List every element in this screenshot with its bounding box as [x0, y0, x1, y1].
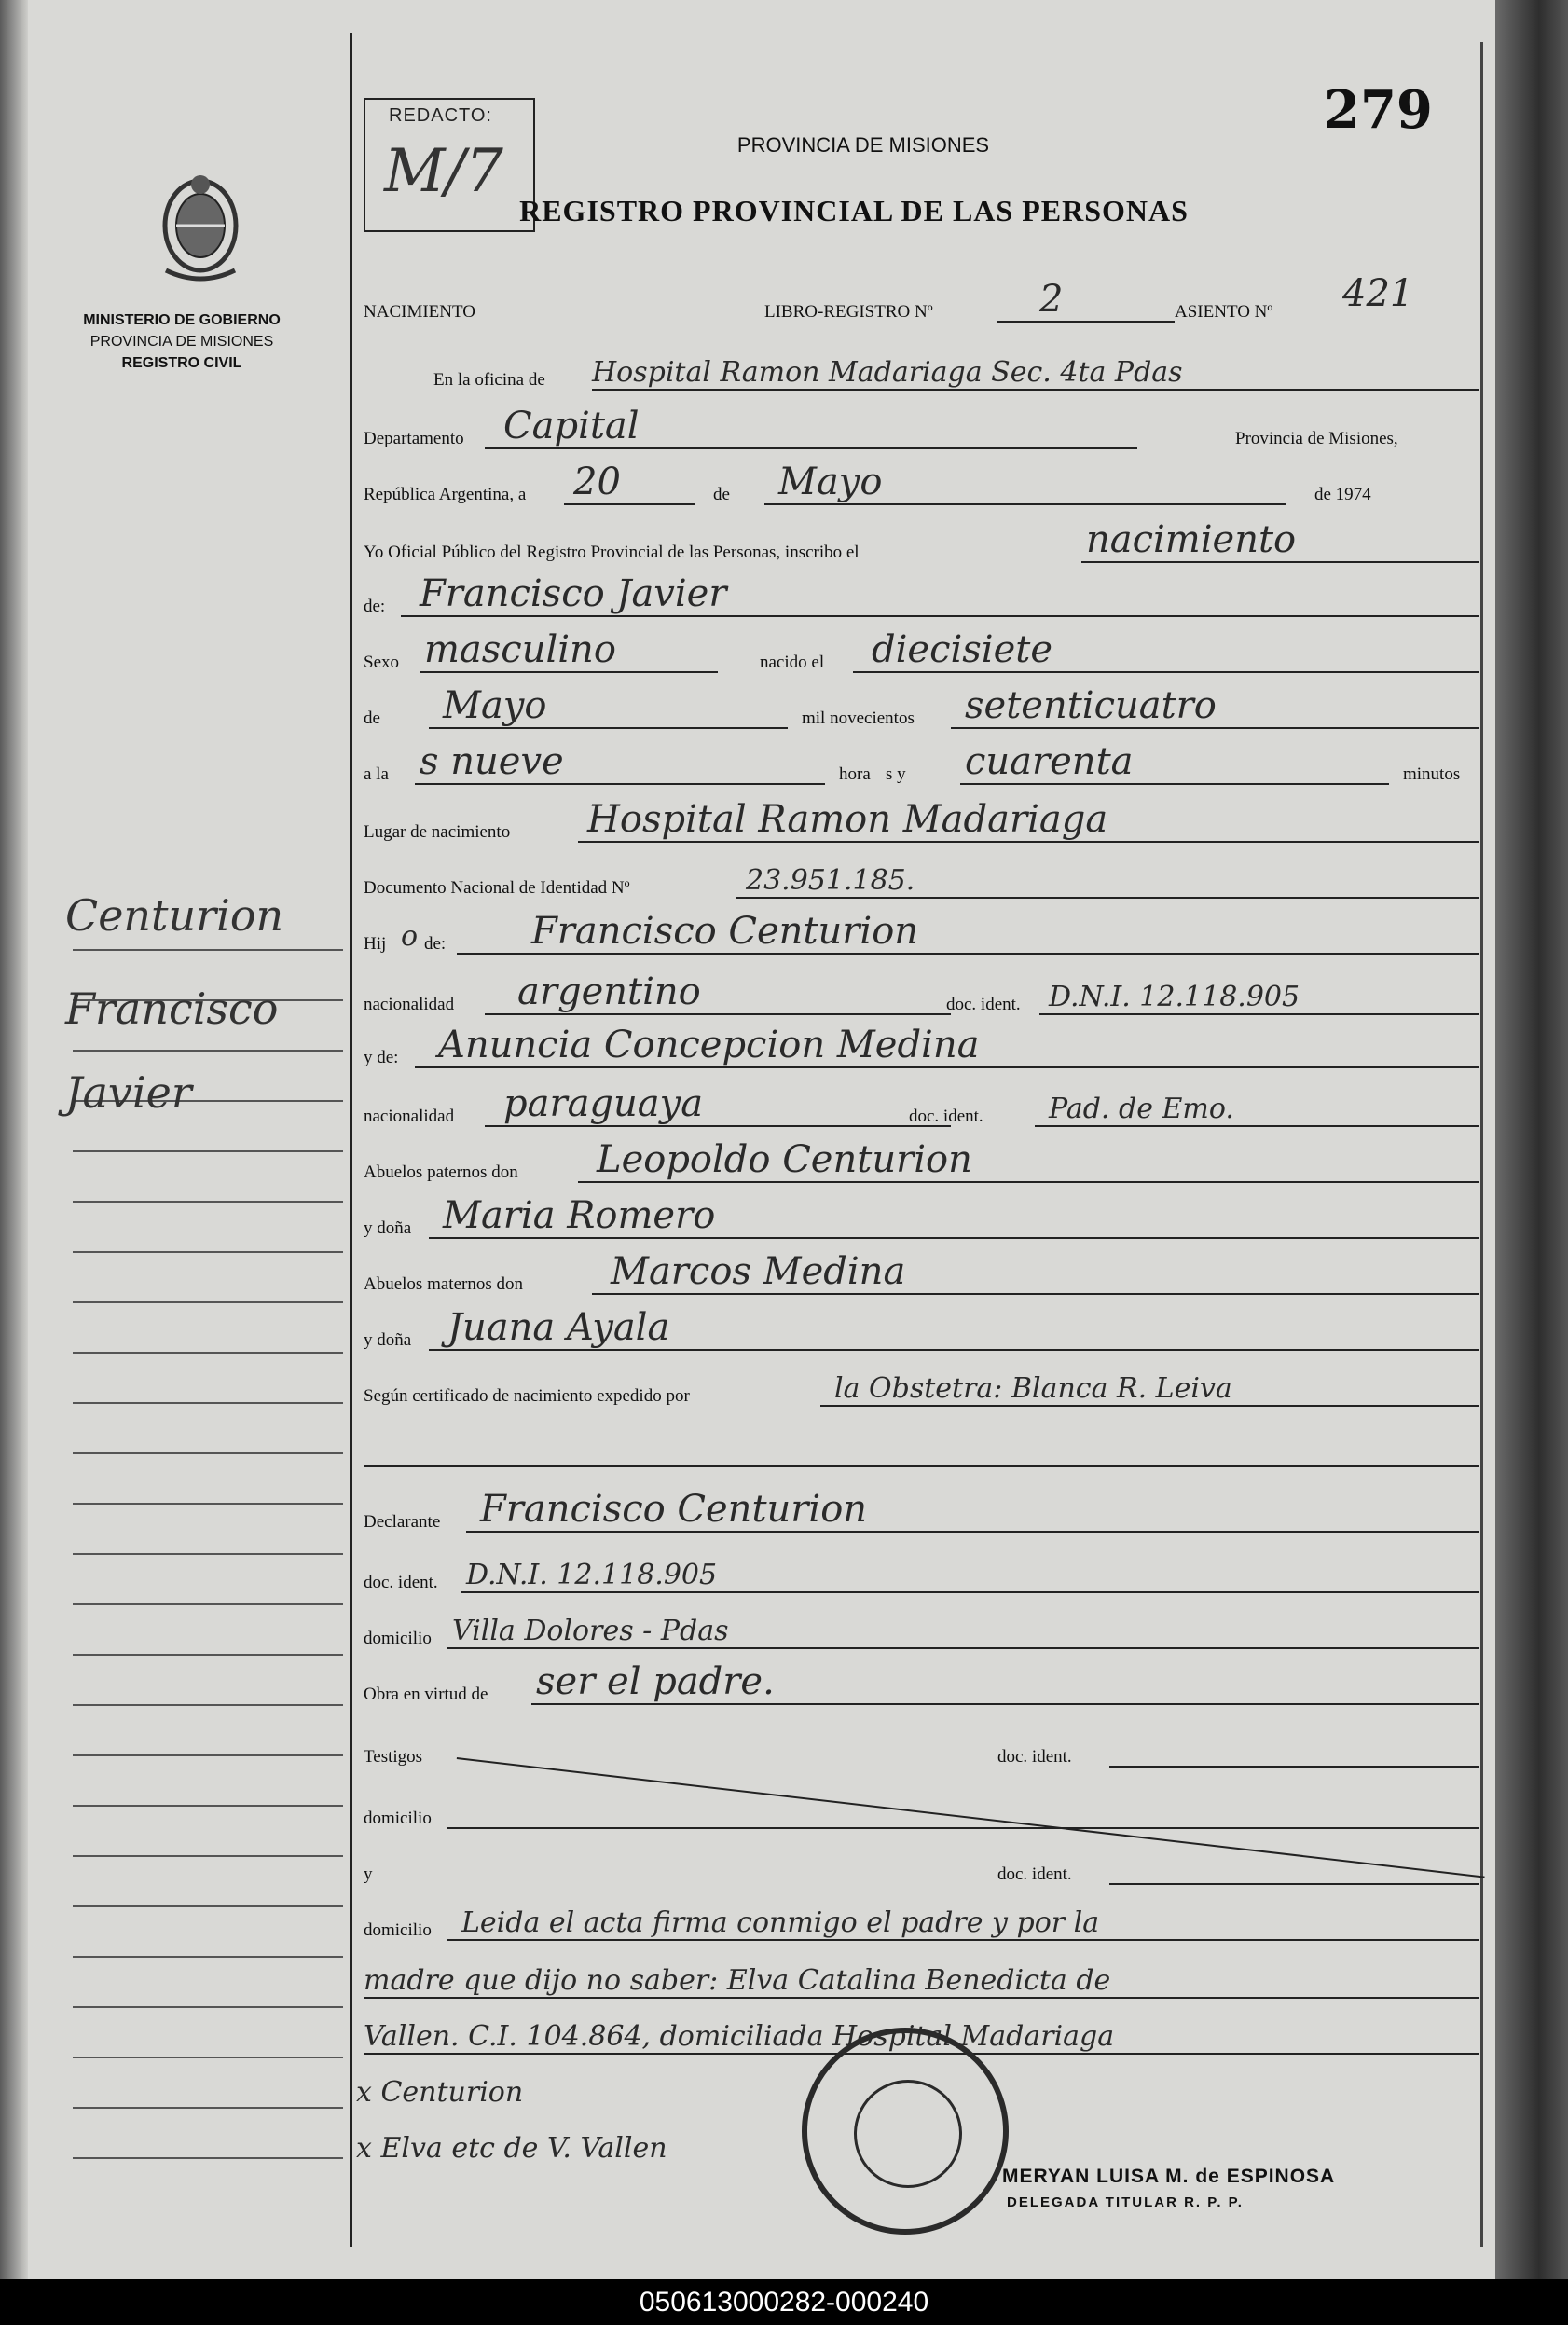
declarante-label: Declarante: [364, 1512, 441, 1532]
margin-rule: [73, 1956, 343, 1958]
province-line: PROVINCIA DE MISIONES: [89, 334, 274, 350]
margin-rule: [73, 1452, 343, 1454]
padre-value: Francisco Centurion: [531, 910, 919, 953]
margin-rule: [73, 949, 343, 951]
margin-rule: [73, 1654, 343, 1656]
row-abuelos-maternos: [364, 1250, 1479, 1300]
docid2-value: Pad. de Emo.: [1049, 1093, 1234, 1125]
margin-rule: [73, 1201, 343, 1203]
hijo-de-label: de:: [424, 934, 447, 954]
row-nota2: [364, 1964, 1479, 2004]
dona1-value: Maria Romero: [443, 1194, 716, 1237]
oficina-label: En la oficina de: [433, 370, 545, 390]
anio2-value: setenticuatro: [965, 684, 1217, 727]
row-mes-anio: [364, 684, 1479, 735]
ala-value: s nueve: [420, 740, 564, 783]
dni-value: 23.951.185.: [746, 864, 915, 897]
nota-line2: madre que dijo no saber: Elva Catalina Benedicta de: [364, 1964, 1111, 1997]
cert-value: la Obstetra: Blanca R. Leiva: [834, 1372, 1232, 1405]
margin-rule: [73, 2107, 343, 2109]
redacto-handwriting: M/7: [384, 137, 503, 206]
province-heading: PROVINCIA DE MISIONES: [736, 133, 990, 157]
domicilio-label: domicilio: [364, 1629, 432, 1648]
row-blank: [364, 1436, 1479, 1473]
oficina-value: Hospital Ramon Madariaga Sec. 4ta Pdas: [592, 356, 1183, 389]
firma-padre: x Centurion: [356, 2076, 524, 2109]
margin-rule: [73, 1855, 343, 1857]
departamento-value: Capital: [503, 405, 640, 447]
nombre-value: Francisco Javier: [420, 572, 727, 615]
row-declarante: [364, 1488, 1479, 1538]
abp-value: Leopoldo Centurion: [597, 1138, 972, 1181]
hijo-label: Hij: [364, 934, 387, 954]
lugar-label: Lugar de nacimiento: [364, 822, 511, 842]
signatory-role: DELEGADA TITULAR R. P. P.: [1007, 2194, 1244, 2210]
y2-label: y: [364, 1864, 373, 1884]
dona2-value: Juana Ayala: [447, 1306, 670, 1349]
asiento-label: ASIENTO Nº: [1175, 302, 1273, 322]
margin-rule: [73, 1704, 343, 1706]
de-nombre-label: de:: [364, 597, 386, 616]
row-fecha: [364, 461, 1479, 511]
signatory-name: MERYAN LUISA M. de ESPINOSA: [1002, 2166, 1336, 2187]
nota-line1: Leida el acta firma conmigo el padre y por la: [461, 1906, 1100, 1939]
declarante-value: Francisco Centurion: [480, 1488, 868, 1531]
cert-label: Según certificado de nacimiento expedido por: [364, 1386, 690, 1406]
docid2-label: doc. ident.: [909, 1107, 983, 1126]
mes2-value: Mayo: [443, 684, 547, 727]
asiento-value: 421: [1342, 272, 1414, 315]
margin-surname: Centurion: [65, 890, 284, 941]
oficial-value: nacimiento: [1086, 518, 1297, 561]
row-domicilio2: [364, 1797, 1479, 1835]
abp-label: Abuelos paternos don: [364, 1162, 518, 1182]
domicilio-value: Villa Dolores - Pdas: [452, 1615, 729, 1647]
margin-rule: [73, 1402, 343, 1404]
row-lugar: [364, 798, 1479, 848]
mil-label: mil novecientos: [802, 709, 915, 728]
margin-rule: [73, 1754, 343, 1756]
margin-rule: [73, 1905, 343, 1907]
domicilio2-label: domicilio: [364, 1809, 432, 1828]
nac2-label: nacionalidad: [364, 1107, 455, 1126]
docid1-value: D.N.I. 12.118.905: [1049, 981, 1300, 1013]
margin-rule: [73, 2006, 343, 2008]
row-abuelos-paternos: [364, 1138, 1479, 1189]
row-certificado: [364, 1372, 1479, 1412]
dni-label: Documento Nacional de Identidad Nº: [364, 878, 630, 898]
row-domicilio: [364, 1617, 1479, 1655]
margin-divider: [350, 33, 352, 2247]
row-nac-padre: [364, 970, 1479, 1021]
docid3-value: D.N.I. 12.118.905: [466, 1559, 718, 1591]
margin-rule: [73, 1805, 343, 1807]
row-departamento: [364, 405, 1479, 455]
dona2-label: y doña: [364, 1330, 412, 1350]
row-libro: [364, 272, 1479, 328]
image-id-footer: 050613000282-000240: [0, 2279, 1568, 2325]
registry-line: REGISTRO CIVIL: [121, 355, 242, 371]
de-mes-label: de: [364, 709, 380, 728]
margin-rule: [73, 1050, 343, 1052]
book-spine: [0, 0, 28, 2279]
row-nombre: [364, 572, 1479, 623]
row-hijo: [364, 910, 1479, 960]
row-abuela-materna: [364, 1306, 1479, 1356]
sexo-label: Sexo: [364, 653, 399, 672]
obra-label: Obra en virtud de: [364, 1685, 488, 1704]
hora-label: hora: [839, 764, 871, 784]
abm-value: Marcos Medina: [611, 1250, 906, 1293]
nac1-value: argentino: [517, 970, 701, 1013]
firma-testigo: x Elva etc de V. Vallen: [356, 2132, 667, 2165]
margin-rule: [73, 1150, 343, 1152]
margin-rule: [73, 1301, 343, 1303]
right-rule: [1480, 42, 1483, 2247]
yde-label: y de:: [364, 1048, 399, 1067]
dona1-label: y doña: [364, 1218, 412, 1238]
margin-rule: [73, 1503, 343, 1505]
margin-rule: [73, 1352, 343, 1354]
mes-value: Mayo: [778, 461, 883, 503]
nota-line3: Vallen. C.I. 104.864, domiciliada Hospital Madariaga: [364, 2020, 1115, 2053]
nacido-value: diecisiete: [872, 628, 1053, 671]
row-docid3: [364, 1561, 1479, 1599]
row-dni: [364, 864, 1479, 904]
republica-label: República Argentina, a: [364, 485, 527, 504]
official-seal-icon: [802, 2028, 1009, 2235]
domicilio3-label: domicilio: [364, 1920, 432, 1940]
row-domicilio3: [364, 1906, 1479, 1947]
margin-rule: [73, 1553, 343, 1555]
libro-label: LIBRO-REGISTRO Nº: [764, 302, 933, 322]
obra-value: ser el padre.: [536, 1660, 775, 1703]
docid1-label: doc. ident.: [946, 995, 1021, 1014]
minutos-label: minutos: [1403, 764, 1461, 784]
redacto-label: REDACTO:: [389, 105, 492, 126]
margin-rule: [73, 2057, 343, 2058]
docid4-label: doc. ident.: [997, 1747, 1072, 1767]
docid5-label: doc. ident.: [997, 1864, 1072, 1884]
coat-of-arms-icon: [147, 168, 254, 289]
margin-first-name: Francisco: [65, 984, 279, 1034]
provincia-label: Provincia de Misiones,: [1235, 429, 1398, 448]
nacimiento-label: NACIMIENTO: [364, 302, 475, 322]
page-edge: [1495, 0, 1568, 2279]
registry-title: REGISTRO PROVINCIAL DE LAS PERSONAS: [519, 194, 1189, 227]
abm-label: Abuelos maternos don: [364, 1274, 523, 1294]
oficial-label: Yo Oficial Público del Registro Provincial de las Personas, inscribo el: [364, 543, 860, 562]
departamento-label: Departamento: [364, 429, 464, 448]
row-obra: [364, 1660, 1479, 1711]
nacido-label: nacido el: [760, 653, 825, 672]
row-madre: [364, 1024, 1479, 1074]
row-y2: [364, 1853, 1479, 1891]
margin-rule: [73, 1251, 343, 1253]
ministry-line: MINISTERIO DE GOBIERNO: [83, 312, 281, 328]
row-nac-madre: [364, 1082, 1479, 1133]
nac2-value: paraguaya: [503, 1082, 704, 1125]
row-oficina: [364, 356, 1479, 396]
margin-rule: [73, 1603, 343, 1605]
row-hora: [364, 740, 1479, 791]
y-label: s y: [886, 764, 906, 784]
row-sexo: [364, 628, 1479, 679]
lugar-value: Hospital Ramon Madariaga: [587, 798, 1108, 841]
ala-label: a la: [364, 764, 389, 784]
madre-value: Anuncia Concepcion Medina: [438, 1024, 980, 1066]
margin-second-name: Javier: [65, 1067, 192, 1118]
row-abuela-paterna: [364, 1194, 1479, 1245]
ministry-header: [75, 310, 289, 374]
anio-label: de 1974: [1314, 485, 1371, 504]
minutos-value: cuarenta: [965, 740, 1134, 783]
dia-value: 20: [573, 461, 621, 503]
testigos-label: Testigos: [364, 1747, 423, 1767]
page-number: 279: [1324, 79, 1433, 141]
de-label: de: [713, 485, 730, 504]
row-oficial: [364, 518, 1479, 569]
hijo-suffix: o: [401, 920, 419, 953]
libro-value: 2: [1039, 278, 1064, 321]
sexo-value: masculino: [424, 628, 616, 671]
nac1-label: nacionalidad: [364, 995, 455, 1014]
margin-rule: [73, 2157, 343, 2159]
docid3-label: doc. ident.: [364, 1573, 438, 1592]
